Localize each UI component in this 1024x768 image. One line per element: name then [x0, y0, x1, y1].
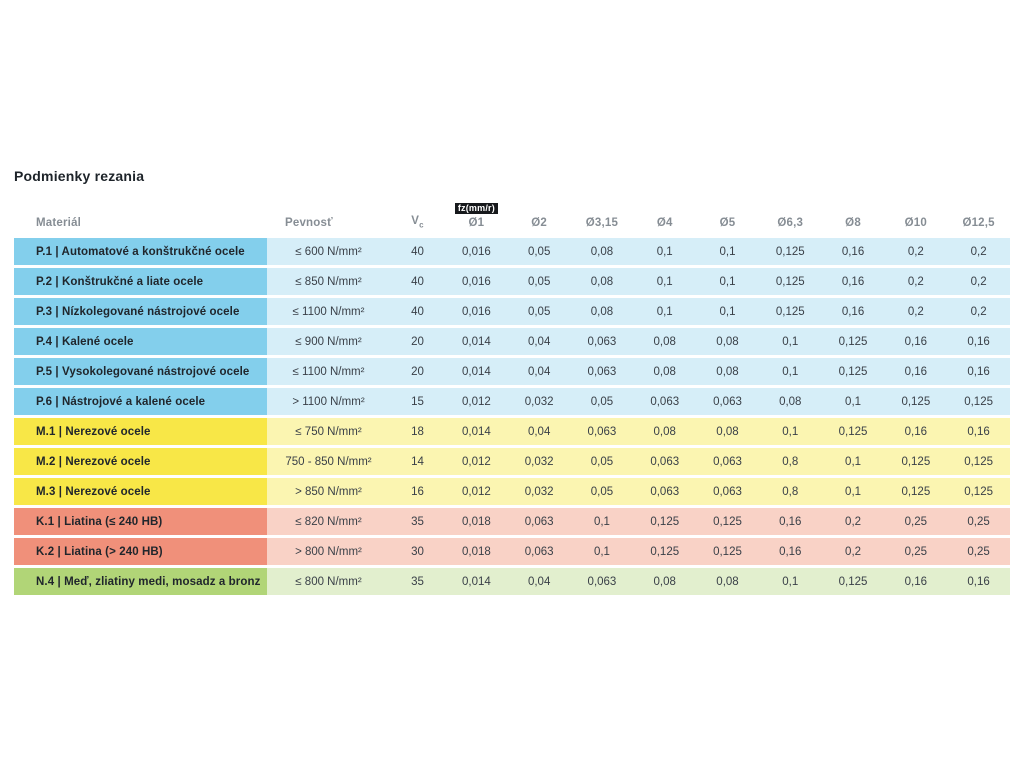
page-title: Podmienky rezania: [14, 168, 145, 184]
vc-cell: 20: [411, 365, 424, 378]
value-cell: 0,2: [845, 515, 862, 528]
value-cell: 0,018: [461, 545, 491, 558]
column-header-diameter: [571, 217, 634, 238]
value-cell: 0,1: [782, 425, 799, 438]
value-cell: 0,08: [590, 275, 614, 288]
vc-cell: 35: [411, 515, 424, 528]
value-cell: 0,1: [656, 275, 673, 288]
value-cell: 0,16: [841, 245, 865, 258]
diameter-label: Ø8: [845, 217, 861, 229]
value-cell: 0,1: [719, 275, 736, 288]
vc-cell: 14: [411, 455, 424, 468]
value-cell: 0,012: [461, 485, 491, 498]
value-cell: 0,08: [653, 365, 676, 378]
value-cell: 0,063: [650, 455, 680, 468]
value-cell: 0,2: [907, 245, 924, 258]
material-cell: K.1 | Liatina (≤ 240 HB): [14, 508, 267, 535]
column-header-diameter: [445, 203, 508, 238]
value-cell: 0,16: [967, 335, 990, 348]
value-cell: 0,1: [782, 335, 799, 348]
value-cell: 0,05: [527, 275, 551, 288]
value-cell: 0,063: [650, 485, 680, 498]
column-header-diameter: [696, 217, 759, 238]
value-cell: 0,08: [590, 245, 614, 258]
value-cell: 0,125: [838, 425, 868, 438]
value-cell: 0,25: [904, 545, 928, 558]
value-cell: 0,063: [524, 545, 554, 558]
vc-cell: 30: [411, 545, 424, 558]
value-cell: 0,08: [716, 335, 739, 348]
pevnost-cell: > 1100 N/mm²: [292, 395, 365, 408]
value-cell: 0,16: [779, 515, 802, 528]
vc-cell: 18: [411, 425, 424, 438]
fz-unit-badge: fz(mm/r): [455, 203, 498, 214]
value-cell: 0,05: [590, 455, 614, 468]
value-cell: 0,08: [653, 575, 676, 588]
column-header-diameter: [822, 217, 885, 238]
value-cell: 0,08: [653, 425, 676, 438]
pevnost-cell: > 850 N/mm²: [295, 485, 362, 498]
value-cell: 0,25: [967, 545, 990, 558]
value-cell: 0,125: [650, 545, 680, 558]
table-row: [14, 388, 1010, 415]
diameter-label: Ø4: [656, 217, 673, 229]
value-cell: 0,012: [461, 455, 491, 468]
vc-cell: 40: [411, 305, 424, 318]
value-cell: 0,25: [967, 515, 990, 528]
value-cell: 0,014: [461, 365, 491, 378]
value-cell: 0,04: [527, 335, 551, 348]
value-cell: 0,25: [904, 515, 928, 528]
value-cell: 0,04: [527, 425, 551, 438]
material-cell: P.5 | Vysokolegované nástrojové ocele: [14, 358, 267, 385]
pevnost-cell: ≤ 1100 N/mm²: [292, 305, 365, 318]
value-cell: 0,125: [838, 365, 868, 378]
material-cell: M.1 | Nerezové ocele: [14, 418, 267, 445]
value-cell: 0,063: [587, 335, 617, 348]
value-cell: 0,16: [779, 545, 802, 558]
material-cell: M.3 | Nerezové ocele: [14, 478, 267, 505]
value-cell: 0,063: [650, 395, 680, 408]
value-cell: 0,125: [838, 575, 868, 588]
value-cell: 0,125: [775, 275, 805, 288]
value-cell: 0,032: [524, 485, 554, 498]
pevnost-cell: ≤ 1100 N/mm²: [292, 365, 365, 378]
table-row: [14, 328, 1010, 355]
diameter-label: Ø5: [719, 217, 736, 229]
value-cell: 0,125: [964, 485, 993, 498]
value-cell: 0,16: [904, 425, 928, 438]
value-cell: 0,125: [901, 455, 931, 468]
table-row: [14, 268, 1010, 295]
column-header-diameter: [759, 217, 822, 238]
value-cell: 0,125: [964, 395, 993, 408]
value-cell: 0,2: [845, 545, 862, 558]
pevnost-cell: ≤ 800 N/mm²: [295, 575, 362, 588]
vc-cell: 40: [411, 275, 424, 288]
value-cell: 0,05: [527, 245, 551, 258]
value-cell: 0,08: [716, 425, 739, 438]
table-header: [14, 194, 1010, 238]
value-cell: 0,1: [593, 545, 610, 558]
value-cell: 0,063: [713, 395, 742, 408]
value-cell: 0,1: [845, 395, 862, 408]
material-cell: P.4 | Kalené ocele: [14, 328, 267, 355]
pevnost-cell: ≤ 600 N/mm²: [295, 245, 362, 258]
diameter-label: Ø1: [468, 217, 485, 229]
value-cell: 0,125: [838, 335, 868, 348]
table-row: [14, 538, 1010, 565]
pevnost-cell: ≤ 900 N/mm²: [295, 335, 362, 348]
diameter-label: Ø3,15: [585, 217, 619, 229]
value-cell: 0,04: [527, 575, 551, 588]
value-cell: 0,125: [901, 395, 931, 408]
value-cell: 0,032: [524, 455, 554, 468]
value-cell: 0,1: [656, 305, 673, 318]
value-cell: 0,2: [970, 275, 987, 288]
table-row: [14, 298, 1010, 325]
value-cell: 0,16: [967, 365, 990, 378]
value-cell: 0,125: [713, 515, 742, 528]
diameter-label: Ø10: [904, 217, 927, 229]
pevnost-cell: ≤ 750 N/mm²: [295, 425, 362, 438]
value-cell: 0,063: [524, 515, 554, 528]
value-cell: 0,1: [593, 515, 610, 528]
material-cell: P.6 | Nástrojové a kalené ocele: [14, 388, 267, 415]
vc-subscript: c: [419, 220, 424, 229]
vc-cell: 35: [411, 575, 424, 588]
value-cell: 0,2: [907, 305, 924, 318]
vc-cell: 15: [411, 395, 424, 408]
value-cell: 0,016: [461, 245, 491, 258]
value-cell: 0,014: [461, 575, 491, 588]
material-cell: K.2 | Liatina (> 240 HB): [14, 538, 267, 565]
value-cell: 0,1: [782, 365, 799, 378]
value-cell: 0,1: [845, 455, 862, 468]
value-cell: 0,125: [775, 305, 805, 318]
value-cell: 0,08: [590, 305, 614, 318]
value-cell: 0,125: [964, 455, 993, 468]
value-cell: 0,05: [590, 395, 614, 408]
vc-cell: 16: [411, 485, 424, 498]
column-header-material: Materiál: [36, 217, 82, 229]
value-cell: 0,08: [716, 365, 739, 378]
value-cell: 0,1: [845, 485, 862, 498]
value-cell: 0,16: [904, 365, 928, 378]
value-cell: 0,08: [716, 575, 739, 588]
value-cell: 0,063: [587, 575, 617, 588]
table-row: [14, 418, 1010, 445]
value-cell: 0,05: [590, 485, 614, 498]
value-cell: 0,1: [656, 245, 673, 258]
value-cell: 0,16: [967, 425, 990, 438]
column-header-vc: [390, 215, 445, 238]
value-cell: 0,2: [907, 275, 924, 288]
material-cell: P.1 | Automatové a konštrukčné ocele: [14, 238, 267, 265]
table-body: [14, 238, 1010, 595]
material-cell: N.4 | Meď, zliatiny medi, mosadz a bronz: [14, 568, 267, 595]
value-cell: 0,16: [904, 335, 928, 348]
value-cell: 0,063: [587, 365, 617, 378]
material-cell: M.2 | Nerezové ocele: [14, 448, 267, 475]
value-cell: 0,16: [841, 275, 865, 288]
value-cell: 0,04: [527, 365, 551, 378]
column-header-diameter: [508, 217, 571, 238]
pevnost-cell: ≤ 820 N/mm²: [295, 515, 362, 528]
pevnost-cell: > 800 N/mm²: [295, 545, 362, 558]
value-cell: 0,1: [719, 245, 736, 258]
value-cell: 0,032: [524, 395, 554, 408]
pevnost-cell: ≤ 850 N/mm²: [295, 275, 362, 288]
value-cell: 0,1: [719, 305, 736, 318]
value-cell: 0,16: [967, 575, 990, 588]
column-header-pevnost: Pevnosť: [285, 217, 333, 229]
column-header-diameter: [947, 217, 1010, 238]
table-row: [14, 358, 1010, 385]
vc-cell: 40: [411, 245, 424, 258]
value-cell: 0,125: [713, 545, 742, 558]
column-header-diameter: [633, 217, 696, 238]
cutting-conditions-table: [14, 194, 1010, 595]
value-cell: 0,125: [650, 515, 680, 528]
value-cell: 0,125: [901, 485, 931, 498]
value-cell: 0,8: [782, 455, 799, 468]
value-cell: 0,1: [782, 575, 799, 588]
value-cell: 0,05: [527, 305, 551, 318]
value-cell: 0,08: [653, 335, 676, 348]
value-cell: 0,2: [970, 305, 987, 318]
value-cell: 0,063: [713, 485, 742, 498]
pevnost-cell: 750 - 850 N/mm²: [285, 455, 372, 468]
value-cell: 0,16: [841, 305, 865, 318]
value-cell: 0,063: [587, 425, 617, 438]
value-cell: 0,016: [461, 305, 491, 318]
value-cell: 0,014: [461, 425, 491, 438]
table-row: [14, 508, 1010, 535]
table-row: [14, 478, 1010, 505]
value-cell: 0,8: [782, 485, 799, 498]
value-cell: 0,012: [461, 395, 491, 408]
value-cell: 0,018: [461, 515, 491, 528]
diameter-label: Ø2: [531, 217, 548, 229]
value-cell: 0,2: [970, 245, 987, 258]
material-cell: P.3 | Nízkolegované nástrojové ocele: [14, 298, 267, 325]
diameter-label: Ø12,5: [962, 217, 995, 229]
column-header-diameter: [884, 217, 947, 238]
diameter-label: Ø6,3: [777, 217, 804, 229]
value-cell: 0,16: [904, 575, 928, 588]
value-cell: 0,125: [775, 245, 805, 258]
table-row: [14, 448, 1010, 475]
table-row: [14, 568, 1010, 595]
table-row: [14, 238, 1010, 265]
vc-label: V: [411, 214, 420, 227]
vc-cell: 20: [411, 335, 424, 348]
value-cell: 0,014: [461, 335, 491, 348]
material-cell: P.2 | Konštrukčné a liate ocele: [14, 268, 267, 295]
value-cell: 0,08: [779, 395, 802, 408]
value-cell: 0,016: [461, 275, 491, 288]
value-cell: 0,063: [713, 455, 742, 468]
